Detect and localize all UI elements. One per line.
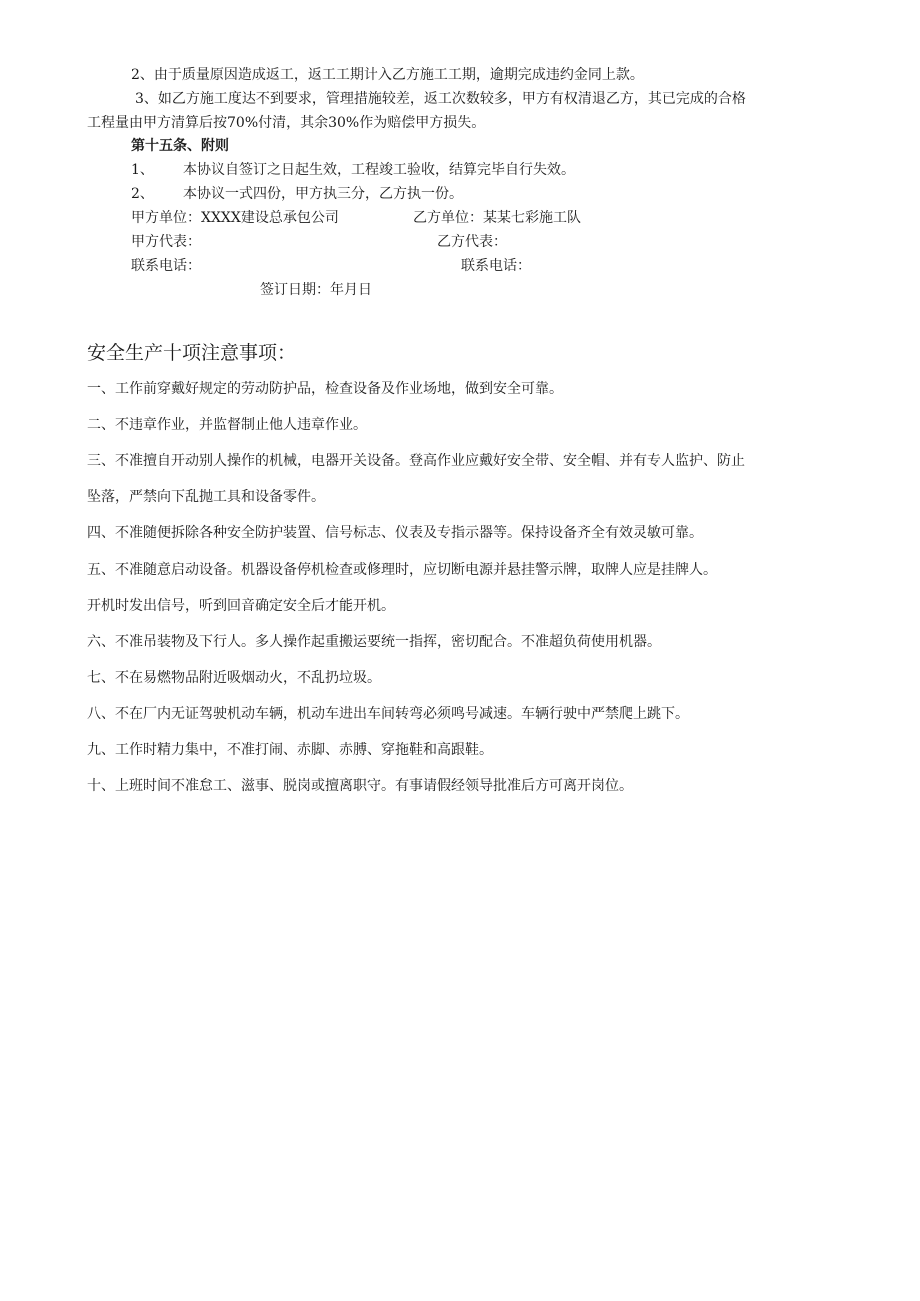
contract-paragraph-3-line1: 3、如乙方施工度达不到要求，管理措施较差，返工次数较多，甲方有权清退乙方，其已完成的合格 (135, 91, 746, 107)
contract-paragraph-3-line2: 工程量由甲方清算后按70%付清，其余30%作为赔偿甲方损失。 (87, 115, 486, 131)
article-15-item1-number: 1、 (131, 162, 154, 178)
article-15-item2-text: 本协议一式四份，甲方执三分，乙方执一份。 (183, 186, 463, 202)
signing-date: 签订日期：年月日 (260, 282, 372, 298)
article-15-item2-number: 2、 (131, 186, 154, 202)
article-15-item1-text: 本协议自签订之日起生效，工程竣工验收，结算完毕自行失效。 (183, 162, 575, 178)
safety-item: 九、工作时精力集中，不准打闹、赤脚、赤膊、穿拖鞋和高跟鞋。 (87, 742, 493, 758)
party-a-phone: 联系电话： (131, 258, 201, 274)
safety-item-continuation: 开机时发出信号，听到回音确定安全后才能开机。 (87, 598, 395, 614)
party-a-unit: 甲方单位：XXXX建设总承包公司 (131, 210, 339, 226)
safety-item: 六、不准吊装物及下行人。多人操作起重搬运要统一指挥，密切配合。不准超负荷使用机器。 (87, 634, 661, 650)
contract-paragraph-2: 2、由于质量原因造成返工，返工工期计入乙方施工工期，逾期完成违约金同上款。 (131, 67, 644, 83)
safety-item: 十、上班时间不准怠工、滋事、脱岗或擅离职守。有事请假经领导批准后方可离开岗位。 (87, 778, 633, 794)
party-b-representative: 乙方代表： (437, 234, 507, 250)
safety-item: 二、不违章作业，并监督制止他人违章作业。 (87, 417, 367, 433)
safety-item: 三、不准擅自开动别人操作的机械，电器开关设备。登高作业应戴好安全带、安全帽、并有专人监护、防止 (87, 453, 745, 469)
safety-title: 安全生产十项注意事项： (87, 342, 297, 364)
party-a-representative: 甲方代表： (131, 234, 201, 250)
safety-item: 一、工作前穿戴好规定的劳动防护品，检查设备及作业场地，做到安全可靠。 (87, 381, 563, 397)
safety-item: 四、不准随便拆除各种安全防护装置、信号标志、仪表及专指示器等。保持设备齐全有效灵敏可靠。 (87, 525, 703, 541)
article-15-heading: 第十五条、附则 (131, 138, 229, 154)
safety-item: 八、不在厂内无证驾驶机动车辆，机动车进出车间转弯必须鸣号减速。车辆行驶中严禁爬上跳下。 (87, 706, 689, 722)
party-b-phone: 联系电话： (461, 258, 531, 274)
safety-item: 五、不准随意启动设备。机器设备停机检查或修理时，应切断电源并悬挂警示牌，取牌人应是挂牌人。 (87, 562, 717, 578)
safety-item: 七、不在易燃物品附近吸烟动火，不乱扔垃圾。 (87, 670, 381, 686)
safety-item-continuation: 坠落，严禁向下乱抛工具和设备零件。 (87, 489, 325, 505)
party-b-unit: 乙方单位：某某七彩施工队 (413, 210, 581, 226)
